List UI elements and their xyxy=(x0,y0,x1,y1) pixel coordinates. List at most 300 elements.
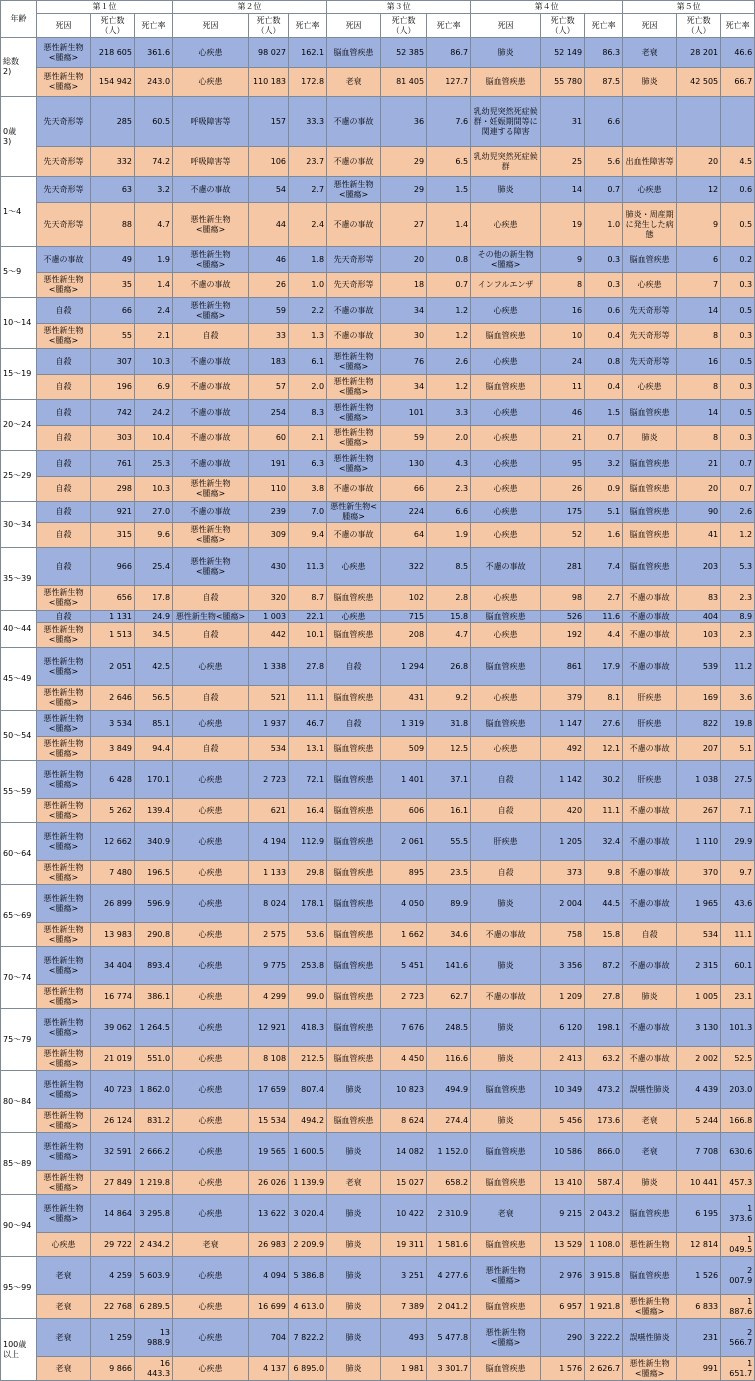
cause-cell: 不慮の事故 xyxy=(471,923,541,947)
deaths-cell: 715 xyxy=(381,611,427,623)
cause-cell: 悪性新生物 <腫瘍> xyxy=(173,548,249,586)
table-row xyxy=(1,1171,755,1195)
table-row xyxy=(1,68,755,97)
age-group-label: 45～49 xyxy=(1,648,37,711)
age-group-label: 100歳以上 xyxy=(1,1319,37,1381)
deaths-cell: 52 xyxy=(541,523,585,548)
rate-cell: 6.6 xyxy=(585,97,623,147)
rate-cell: 494.2 xyxy=(289,1109,327,1133)
deaths-cell: 1 965 xyxy=(677,885,721,923)
cause-cell: 悪性新生物 <腫瘍> xyxy=(173,203,249,247)
deaths-cell: 13 622 xyxy=(249,1195,289,1233)
deaths-cell: 370 xyxy=(677,861,721,885)
rate-cell: 10.3 xyxy=(135,349,173,375)
deaths-cell: 322 xyxy=(381,548,427,586)
cause-cell: 悪性新生物 <腫瘍> xyxy=(327,400,381,426)
table-row xyxy=(1,523,755,548)
deaths-cell: 40 723 xyxy=(91,1071,135,1109)
cause-cell: 悪性新生物 <腫瘍> xyxy=(173,247,249,273)
rate-cell: 11.2 xyxy=(721,648,755,686)
rate-cell: 0.7 xyxy=(721,451,755,477)
deaths-cell: 14 864 xyxy=(91,1195,135,1233)
cause-cell: 肺炎 xyxy=(471,38,541,68)
cause-cell: 心疾患 xyxy=(623,177,677,203)
cause-cell: その他の新生物 <腫瘍> xyxy=(471,247,541,273)
cause-cell: 脳血管疾患 xyxy=(471,1357,541,1381)
deaths-cell: 9 215 xyxy=(541,1195,585,1233)
rate-cell: 0.2 xyxy=(721,247,755,273)
deaths-cell: 966 xyxy=(91,548,135,586)
rate-cell: 0.6 xyxy=(585,298,623,324)
deaths-cell: 88 xyxy=(91,203,135,247)
col-header-rate: 死亡率 xyxy=(135,14,173,38)
deaths-cell: 8 624 xyxy=(381,1109,427,1133)
rate-cell: 0.7 xyxy=(721,477,755,502)
cause-cell: 不慮の事故 xyxy=(623,947,677,985)
rate-cell: 8.5 xyxy=(427,548,471,586)
cause-cell: 不慮の事故 xyxy=(327,523,381,548)
deaths-cell: 12 662 xyxy=(91,823,135,861)
rate-cell: 178.1 xyxy=(289,885,327,923)
rate-cell: 139.4 xyxy=(135,799,173,823)
cause-cell: 心疾患 xyxy=(173,947,249,985)
cause-cell: 自殺 xyxy=(37,502,91,523)
table-row xyxy=(1,648,755,686)
deaths-cell: 20 xyxy=(677,477,721,502)
cause-cell: 悪性新生物 <腫瘍> xyxy=(37,985,91,1009)
cause-cell: 不慮の事故 xyxy=(623,823,677,861)
cause-cell: 自殺 xyxy=(37,298,91,324)
cause-cell: 自殺 xyxy=(471,861,541,885)
deaths-cell: 106 xyxy=(249,147,289,177)
rate-cell: 16.4 xyxy=(289,799,327,823)
rate-cell: 1.4 xyxy=(427,203,471,247)
deaths-cell: 2 575 xyxy=(249,923,289,947)
cause-cell: 呼吸障害等 xyxy=(173,147,249,177)
cause-cell: 悪性新生物 <腫瘍> xyxy=(37,861,91,885)
rate-cell: 4 613.0 xyxy=(289,1295,327,1319)
rate-cell: 630.6 xyxy=(721,1133,755,1171)
deaths-cell: 315 xyxy=(91,523,135,548)
rate-cell: 24.2 xyxy=(135,400,173,426)
rate-cell: 2 626.7 xyxy=(585,1357,623,1381)
cause-cell: 老衰 xyxy=(37,1357,91,1381)
cause-cell: 先天奇形等 xyxy=(327,273,381,298)
deaths-cell: 55 780 xyxy=(541,68,585,97)
rate-cell: 16.1 xyxy=(427,799,471,823)
cause-cell: 肺炎 xyxy=(327,1319,381,1357)
deaths-cell: 52 385 xyxy=(381,38,427,68)
rate-cell: 8.7 xyxy=(289,586,327,611)
deaths-cell: 19 565 xyxy=(249,1133,289,1171)
cause-cell: 肺炎 xyxy=(471,1109,541,1133)
deaths-cell: 29 xyxy=(381,177,427,203)
rate-cell: 127.7 xyxy=(427,68,471,97)
col-header-cause: 死因 xyxy=(327,14,381,38)
rate-cell: 1.6 xyxy=(585,523,623,548)
cause-cell: 先天奇形等 xyxy=(327,247,381,273)
rate-cell: 5 386.8 xyxy=(289,1257,327,1295)
cause-cell: 心疾患 xyxy=(173,38,249,68)
deaths-cell: 298 xyxy=(91,477,135,502)
col-header-rate: 死亡率 xyxy=(585,14,623,38)
rate-cell: 11.1 xyxy=(721,923,755,947)
rate-cell: 31.8 xyxy=(427,711,471,737)
deaths-cell: 2 315 xyxy=(677,947,721,985)
cause-cell: 悪性新生物 <腫瘍> xyxy=(37,1071,91,1109)
cause-cell: 悪性新生物 <腫瘍> xyxy=(37,623,91,648)
rate-cell: 11.1 xyxy=(289,686,327,711)
age-group-label: 総数 2) xyxy=(1,38,37,97)
table-row xyxy=(1,586,755,611)
rate-cell: 9.2 xyxy=(427,686,471,711)
age-group-label: 95～99 xyxy=(1,1257,37,1319)
table-row xyxy=(1,1109,755,1133)
rate-cell: 4.7 xyxy=(427,623,471,648)
rate-cell: 2 209.9 xyxy=(289,1233,327,1257)
deaths-cell: 431 xyxy=(381,686,427,711)
col-header-deaths: 死亡数 （人） xyxy=(249,14,289,38)
cause-cell: 老衰 xyxy=(327,1171,381,1195)
rate-cell: 198.1 xyxy=(585,1009,623,1047)
cause-cell: 不慮の事故 xyxy=(471,548,541,586)
cause-cell: 先天奇形等 xyxy=(37,147,91,177)
rate-cell: 25.4 xyxy=(135,548,173,586)
cause-cell: 肺炎 xyxy=(623,985,677,1009)
cause-cell: 先天奇形等 xyxy=(623,349,677,375)
cause-cell: 自殺 xyxy=(173,737,249,761)
cause-cell: 不慮の事故 xyxy=(623,1047,677,1071)
cause-cell: 心疾患 xyxy=(471,426,541,451)
cause-cell: 悪性新生物 <腫瘍> xyxy=(37,38,91,68)
cause-cell: 呼吸障害等 xyxy=(173,97,249,147)
rate-cell: 1 139.9 xyxy=(289,1171,327,1195)
rate-cell: 587.4 xyxy=(585,1171,623,1195)
cause-cell: 脳血管疾患 xyxy=(471,324,541,349)
rate-cell: 0.8 xyxy=(585,349,623,375)
rate-cell: 34.5 xyxy=(135,623,173,648)
deaths-cell: 14 082 xyxy=(381,1133,427,1171)
deaths-cell: 606 xyxy=(381,799,427,823)
age-group-label: 35～39 xyxy=(1,548,37,611)
deaths-cell: 6 833 xyxy=(677,1295,721,1319)
cause-cell: 心疾患 xyxy=(471,502,541,523)
deaths-cell: 25 xyxy=(541,147,585,177)
deaths-cell: 32 591 xyxy=(91,1133,135,1171)
rate-cell: 23.7 xyxy=(289,147,327,177)
cause-cell: 心疾患 xyxy=(173,861,249,885)
rate-cell: 0.3 xyxy=(721,324,755,349)
rate-cell: 17.9 xyxy=(585,648,623,686)
deaths-cell: 57 xyxy=(249,375,289,400)
deaths-cell: 63 xyxy=(91,177,135,203)
rate-cell: 25.3 xyxy=(135,451,173,477)
cause-cell: 悪性新生物<腫瘍> xyxy=(327,502,381,523)
cause-cell: 脳血管疾患 xyxy=(327,38,381,68)
table-row xyxy=(1,823,755,861)
deaths-cell: 11 xyxy=(541,375,585,400)
table-row xyxy=(1,1009,755,1047)
deaths-cell: 285 xyxy=(91,97,135,147)
deaths-cell: 6 195 xyxy=(677,1195,721,1233)
rate-cell: 2 007.9 xyxy=(721,1257,755,1295)
deaths-cell: 28 201 xyxy=(677,38,721,68)
rate-cell: 2.4 xyxy=(135,298,173,324)
rate-cell: 2.3 xyxy=(427,477,471,502)
rate-cell: 0.3 xyxy=(585,247,623,273)
deaths-cell: 1 981 xyxy=(381,1357,427,1381)
deaths-cell: 7 708 xyxy=(677,1133,721,1171)
cause-cell: 不慮の事故 xyxy=(327,298,381,324)
rate-cell: 1.2 xyxy=(427,375,471,400)
rate-cell: 6.6 xyxy=(427,502,471,523)
cause-cell: 心疾患 xyxy=(173,1357,249,1381)
table-row xyxy=(1,247,755,273)
cause-cell: 心疾患 xyxy=(173,885,249,923)
cause-cell: 肺炎 xyxy=(327,1357,381,1381)
rank-2-header: 第２位 xyxy=(173,1,327,14)
cause-cell: 不慮の事故 xyxy=(173,426,249,451)
cause-cell: 自殺 xyxy=(623,923,677,947)
rate-cell: 46.7 xyxy=(289,711,327,737)
table-row xyxy=(1,737,755,761)
deaths-cell: 49 xyxy=(91,247,135,273)
rate-cell: 10.4 xyxy=(135,426,173,451)
deaths-cell: 4 050 xyxy=(381,885,427,923)
rate-cell: 1.4 xyxy=(135,273,173,298)
cause-cell: 脳血管疾患 xyxy=(327,823,381,861)
cause-cell: 肺炎 xyxy=(623,68,677,97)
cause-cell: 肝疾患 xyxy=(623,711,677,737)
cause-cell: 悪性新生物 <腫瘍> xyxy=(173,298,249,324)
deaths-cell xyxy=(677,97,721,147)
cause-cell: 脳血管疾患 xyxy=(327,947,381,985)
rate-cell: 6.3 xyxy=(289,451,327,477)
col-header-rate: 死亡率 xyxy=(721,14,755,38)
rate-cell: 1 108.0 xyxy=(585,1233,623,1257)
rate-cell: 2.0 xyxy=(427,426,471,451)
rate-cell: 3.8 xyxy=(289,477,327,502)
cause-cell: 自殺 xyxy=(327,711,381,737)
rate-cell: 2.7 xyxy=(289,177,327,203)
deaths-cell: 66 xyxy=(91,298,135,324)
rate-cell: 1 049.5 xyxy=(721,1233,755,1257)
rate-cell: 0.3 xyxy=(721,273,755,298)
deaths-cell: 861 xyxy=(541,648,585,686)
deaths-cell: 18 xyxy=(381,273,427,298)
rate-cell: 27.5 xyxy=(721,761,755,799)
deaths-cell: 303 xyxy=(91,426,135,451)
rate-cell: 86.7 xyxy=(427,38,471,68)
rate-cell: 0.3 xyxy=(721,375,755,400)
deaths-cell: 1 513 xyxy=(91,623,135,648)
rate-cell: 0.3 xyxy=(721,426,755,451)
cause-cell: 脳血管疾患 xyxy=(471,1071,541,1109)
deaths-cell: 1 133 xyxy=(249,861,289,885)
deaths-cell: 19 xyxy=(541,203,585,247)
deaths-cell: 534 xyxy=(249,737,289,761)
table-row xyxy=(1,426,755,451)
deaths-cell: 13 410 xyxy=(541,1171,585,1195)
deaths-cell: 231 xyxy=(677,1319,721,1357)
deaths-cell: 8 xyxy=(677,324,721,349)
deaths-cell: 4 094 xyxy=(249,1257,289,1295)
rate-cell: 66.7 xyxy=(721,68,755,97)
cause-cell: 脳血管疾患 xyxy=(471,1295,541,1319)
cause-cell: 不慮の事故 xyxy=(623,586,677,611)
cause-cell: 脳血管疾患 xyxy=(623,548,677,586)
deaths-cell: 27 xyxy=(381,203,427,247)
deaths-cell: 621 xyxy=(249,799,289,823)
rate-cell: 2.7 xyxy=(585,586,623,611)
cause-cell: 悪性新生物<腫瘍> xyxy=(173,611,249,623)
deaths-cell: 55 xyxy=(91,324,135,349)
rate-cell: 3 915.8 xyxy=(585,1257,623,1295)
rate-cell: 2.8 xyxy=(427,586,471,611)
cause-cell: 心疾患 xyxy=(471,737,541,761)
deaths-cell: 991 xyxy=(677,1357,721,1381)
rate-cell: 1 600.5 xyxy=(289,1133,327,1171)
deaths-cell: 59 xyxy=(381,426,427,451)
cause-cell: 脳血管疾患 xyxy=(623,451,677,477)
table-row xyxy=(1,324,755,349)
table-row xyxy=(1,923,755,947)
cause-cell: 脳血管疾患 xyxy=(471,1133,541,1171)
cause-cell: 心疾患 xyxy=(173,1009,249,1047)
rate-cell: 1.0 xyxy=(585,203,623,247)
rate-cell: 56.5 xyxy=(135,686,173,711)
cause-cell: 肺炎 xyxy=(471,885,541,923)
deaths-cell: 52 149 xyxy=(541,38,585,68)
rate-cell: 807.4 xyxy=(289,1071,327,1109)
deaths-cell: 6 428 xyxy=(91,761,135,799)
deaths-cell: 1 294 xyxy=(381,648,427,686)
cause-cell: 悪性新生物 <腫瘍> xyxy=(37,1133,91,1171)
cause-cell: 悪性新生物 <腫瘍> xyxy=(37,1109,91,1133)
rate-cell: 15.8 xyxy=(427,611,471,623)
rate-cell: 63.2 xyxy=(585,1047,623,1071)
deaths-cell: 15 027 xyxy=(381,1171,427,1195)
cause-cell: 自殺 xyxy=(327,648,381,686)
cause-cell: 老衰 xyxy=(37,1319,91,1357)
rate-cell: 15.8 xyxy=(585,923,623,947)
deaths-cell: 1 038 xyxy=(677,761,721,799)
deaths-cell: 6 957 xyxy=(541,1295,585,1319)
deaths-cell: 98 027 xyxy=(249,38,289,68)
cause-cell: 心疾患 xyxy=(173,1071,249,1109)
deaths-cell: 46 xyxy=(249,247,289,273)
rate-cell: 30.2 xyxy=(585,761,623,799)
rate-cell: 86.3 xyxy=(585,38,623,68)
cause-cell: 悪性新生物 <腫瘍> xyxy=(37,586,91,611)
age-header: 年齢 xyxy=(1,1,37,38)
rate-cell: 2 566.7 xyxy=(721,1319,755,1357)
cause-cell: 悪性新生物 <腫瘍> xyxy=(37,1171,91,1195)
cause-cell: 老衰 xyxy=(37,1257,91,1295)
deaths-cell: 34 xyxy=(381,375,427,400)
rate-cell: 1 373.6 xyxy=(721,1195,755,1233)
deaths-cell: 7 480 xyxy=(91,861,135,885)
cause-cell: 脳血管疾患 xyxy=(327,985,381,1009)
deaths-cell: 320 xyxy=(249,586,289,611)
rate-cell: 74.2 xyxy=(135,147,173,177)
rate-cell: 0.4 xyxy=(585,324,623,349)
cause-cell: 心疾患 xyxy=(173,68,249,97)
rate-cell: 16 443.3 xyxy=(135,1357,173,1381)
deaths-cell: 7 676 xyxy=(381,1009,427,1047)
deaths-cell: 1 662 xyxy=(381,923,427,947)
rank-5-header: 第５位 xyxy=(623,1,755,14)
deaths-cell: 41 xyxy=(677,523,721,548)
cause-cell: 心疾患 xyxy=(173,1257,249,1295)
deaths-cell: 1 526 xyxy=(677,1257,721,1295)
deaths-cell: 191 xyxy=(249,451,289,477)
cause-cell: 肺炎 xyxy=(327,1233,381,1257)
cause-cell: 自殺 xyxy=(173,686,249,711)
cause-cell: 不慮の事故 xyxy=(173,502,249,523)
rate-cell: 0.5 xyxy=(721,203,755,247)
cause-cell: 不慮の事故 xyxy=(173,400,249,426)
rate-cell: 1.9 xyxy=(135,247,173,273)
rate-cell: 1.3 xyxy=(289,324,327,349)
cause-cell: 不慮の事故 xyxy=(327,203,381,247)
rate-cell: 5 477.8 xyxy=(427,1319,471,1357)
cause-cell: 不慮の事故 xyxy=(327,97,381,147)
table-row xyxy=(1,38,755,68)
rate-cell: 5 603.9 xyxy=(135,1257,173,1295)
col-header-rate: 死亡率 xyxy=(289,14,327,38)
rate-cell: 3 020.4 xyxy=(289,1195,327,1233)
table-row xyxy=(1,400,755,426)
rate-cell: 1.2 xyxy=(427,298,471,324)
table-row xyxy=(1,1133,755,1171)
rate-cell: 4.3 xyxy=(427,451,471,477)
cause-cell: 心疾患 xyxy=(173,1195,249,1233)
cause-cell: 自殺 xyxy=(173,623,249,648)
deaths-cell: 24 xyxy=(541,349,585,375)
cause-cell: 心疾患 xyxy=(471,686,541,711)
rate-cell: 1 152.0 xyxy=(427,1133,471,1171)
cause-cell: 心疾患 xyxy=(471,451,541,477)
cause-cell: 心疾患 xyxy=(471,298,541,324)
deaths-cell: 44 xyxy=(249,203,289,247)
rate-cell: 386.1 xyxy=(135,985,173,1009)
deaths-cell: 420 xyxy=(541,799,585,823)
rate-cell: 141.6 xyxy=(427,947,471,985)
rate-cell: 6 895.0 xyxy=(289,1357,327,1381)
deaths-cell: 1 147 xyxy=(541,711,585,737)
deaths-cell: 10 586 xyxy=(541,1133,585,1171)
deaths-cell: 1 205 xyxy=(541,823,585,861)
table-row xyxy=(1,375,755,400)
rate-cell: 1.0 xyxy=(289,273,327,298)
table-row xyxy=(1,298,755,324)
cause-cell: 老衰 xyxy=(37,1295,91,1319)
cause-cell: 自殺 xyxy=(37,349,91,375)
deaths-cell: 4 299 xyxy=(249,985,289,1009)
cause-cell: 肺炎 xyxy=(623,426,677,451)
cause-cell: 悪性新生物 <腫瘍> xyxy=(37,1047,91,1071)
cause-cell: 心疾患 xyxy=(173,1109,249,1133)
deaths-cell: 208 xyxy=(381,623,427,648)
rate-cell: 248.5 xyxy=(427,1009,471,1047)
rate-cell: 9.8 xyxy=(585,861,623,885)
cause-cell: 心疾患 xyxy=(173,648,249,686)
deaths-cell: 758 xyxy=(541,923,585,947)
cause-cell: 先天奇形等 xyxy=(623,324,677,349)
rate-cell: 27.8 xyxy=(585,985,623,1009)
deaths-cell: 761 xyxy=(91,451,135,477)
